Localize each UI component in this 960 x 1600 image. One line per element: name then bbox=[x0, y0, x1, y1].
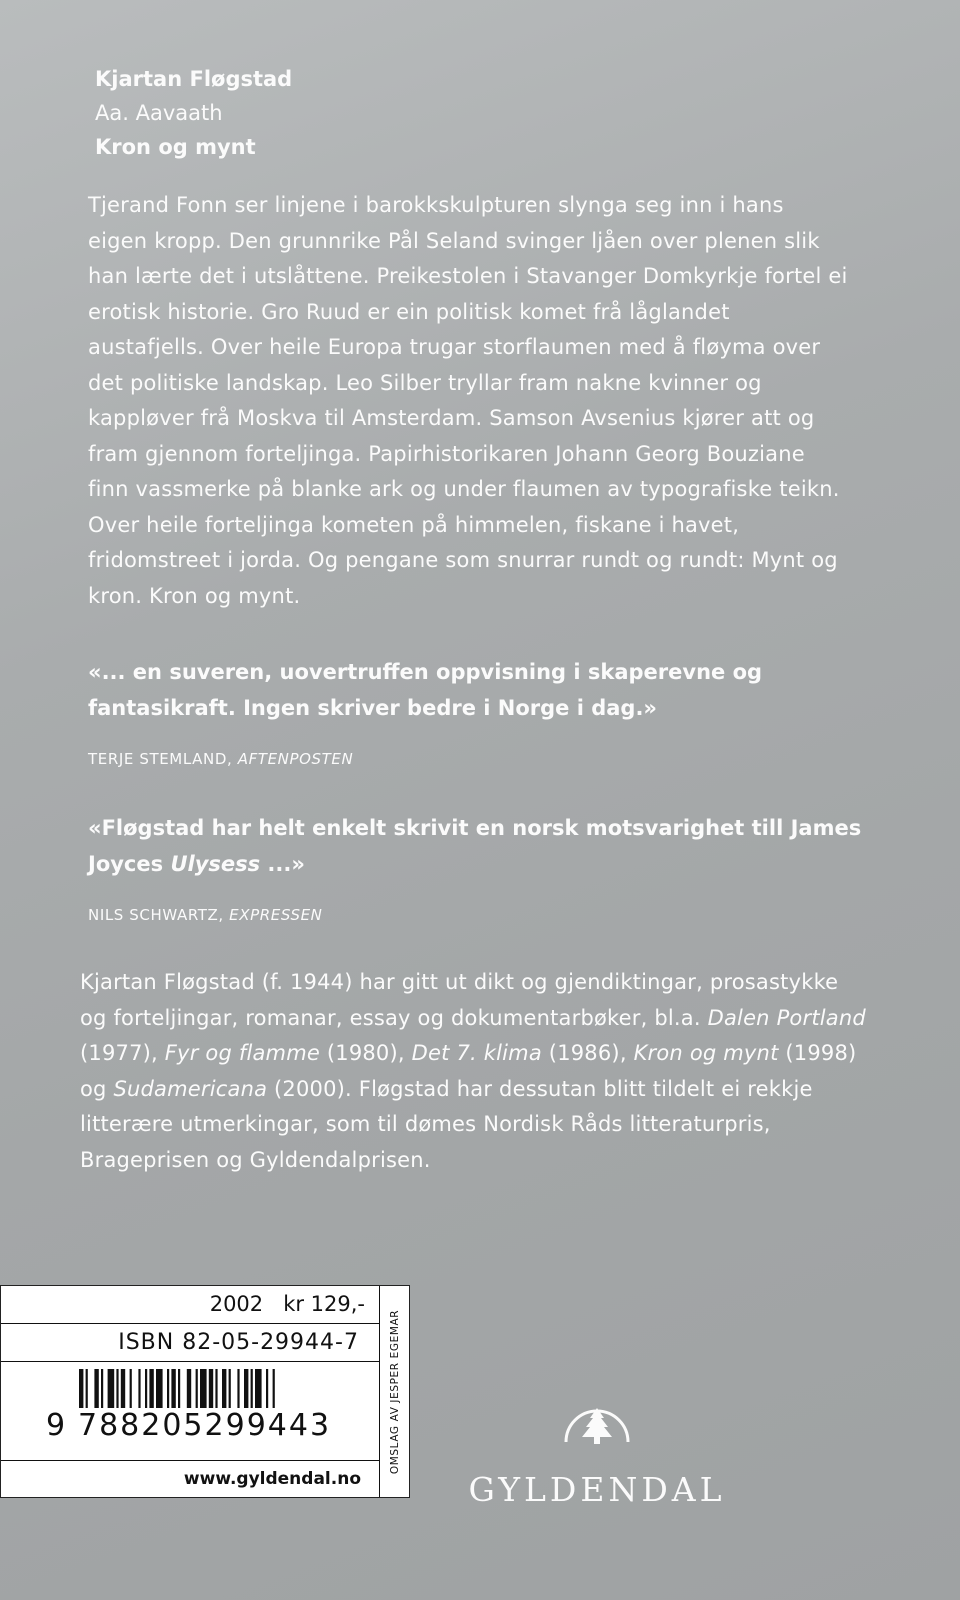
ean-group-2: 299443 bbox=[204, 1408, 332, 1443]
edition-year: 2002 bbox=[209, 1292, 264, 1316]
ean-group-1: 788205 bbox=[78, 1408, 205, 1443]
barcode-label bbox=[0, 1285, 410, 1498]
isbn: ISBN 82-05-29944-7 bbox=[1, 1324, 379, 1362]
publisher-website: www.gyldendal.no bbox=[1, 1460, 379, 1497]
bio-work-title: Kron og mynt bbox=[633, 1041, 779, 1065]
barcode-main-area bbox=[1, 1286, 380, 1497]
book-title: Kron og mynt bbox=[95, 135, 256, 159]
review-quote-1: «... en suveren, uovertruffen oppvisning i skaperevne og fantasikraft. Ingen skriver bedre i Norge i dag.» bbox=[88, 660, 763, 720]
ean-number bbox=[46, 1408, 366, 1443]
publisher-name: GYLDENDAL bbox=[468, 1470, 726, 1509]
bio-text: (1980), bbox=[319, 1041, 412, 1065]
quote-text: «Fløgstad har helt enkelt skrivit en norsk motsvarighet till James Joyces bbox=[88, 816, 862, 876]
publisher-logo bbox=[452, 1398, 742, 1509]
tree-logo-icon bbox=[558, 1398, 636, 1458]
review-outlet: AFTENPOSTEN bbox=[237, 750, 354, 768]
bio-work-title: Det 7. klima bbox=[411, 1041, 542, 1065]
bio-text: Kjartan Fløgstad (f. 1944) har gitt ut dikt og gjendiktingar, prosastykke og forteljingar, romanar, essay og dokumentarbøker, bl.a. bbox=[80, 970, 839, 1030]
review-source-2 bbox=[88, 906, 322, 924]
price: kr 129,- bbox=[283, 1292, 365, 1316]
bio-work-title: Dalen Portland bbox=[707, 1005, 866, 1030]
translator-name: Aa. Aavaath bbox=[95, 101, 223, 125]
reviewer-name: TERJE STEMLAND, bbox=[88, 750, 233, 768]
review-quote-2 bbox=[88, 810, 868, 882]
bio-text: (1986), bbox=[541, 1041, 634, 1065]
ean-lead-digit: 9 bbox=[46, 1408, 78, 1443]
book-header bbox=[95, 62, 292, 164]
quote-text-end: ...» bbox=[260, 852, 305, 876]
bio-text: (2000). Fløgstad har dessutan blitt tildelt ei rekkje litterære utmerkingar, som til dømes Nordisk Råds litteraturpris, Brageprisen og Gyldendalprisen. bbox=[80, 1076, 813, 1172]
review-outlet: EXPRESSEN bbox=[229, 906, 323, 924]
author-name: Kjartan Fløgstad bbox=[95, 67, 293, 91]
blurb-text: Tjerand Fonn ser linjene i barokkskulpturen slynga seg inn i hans eigen kropp. Den grunnrike Pål Seland svinger ljåen over plenen slik han lærte det i utslåttene. Preikestolen i Stavanger Domkyrkje fortel ei erotisk historie. Gro Ruud er ein politisk komet frå låglandet austafjells. Over heile Europa trugar storflaumen med å fløyma over det politiske landskap. Leo Silber tryllar fram nakne kvinner og kappløver frå Moskva til Amsterdam. Samson Avsenius kjører att og fram gjennom forteljinga. Papirhistorikaren Johann Georg Bouziane finn vassmerke på blanke ark og under flaumen av typografiske teikn. Over heile forteljinga kometen på himmelen, fiskane i havet, fridomstreet i jorda. Og pengane som snurrar rundt og rundt: Mynt og kron. Kron og mynt. bbox=[88, 193, 848, 608]
bio-work-title: Sudamericana bbox=[113, 1076, 268, 1101]
bio-text: (1977), bbox=[80, 1041, 165, 1065]
reviewer-name: NILS SCHWARTZ, bbox=[88, 906, 224, 924]
review-source-1 bbox=[88, 750, 353, 768]
quote-italic-title: Ulysess bbox=[170, 852, 261, 876]
cover-credit-text: OMSLAG AV JESPER EGEMAR bbox=[389, 1309, 402, 1474]
author-bio bbox=[80, 965, 870, 1178]
bio-work-title: Fyr og flamme bbox=[164, 1041, 320, 1065]
price-row bbox=[1, 1286, 379, 1324]
bio-text: (1998) og bbox=[80, 1041, 857, 1101]
cover-credit bbox=[381, 1286, 409, 1497]
